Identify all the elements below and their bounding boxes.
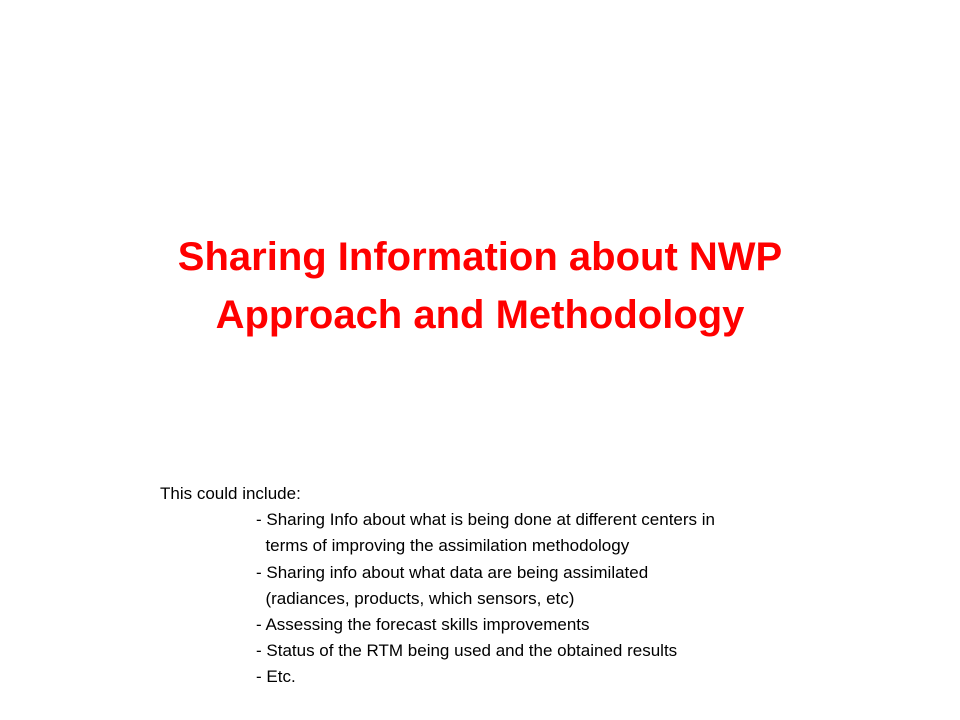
intro-text: This could include: xyxy=(160,484,301,503)
list-item-line: - Sharing info about what data are being assimilated xyxy=(256,562,649,582)
bullet-list xyxy=(160,507,940,690)
list-item xyxy=(256,507,940,559)
slide-title xyxy=(0,228,960,344)
list-item xyxy=(256,638,940,664)
list-item xyxy=(256,664,940,690)
slide-title-line-1: Sharing Information about NWP xyxy=(177,235,783,279)
list-item xyxy=(256,560,940,612)
list-item-line: - Assessing the forecast skills improvements xyxy=(256,615,590,635)
list-item-line: - Status of the RTM being used and the obtained results xyxy=(256,641,678,661)
slide-title-line-2: Approach and Methodology xyxy=(215,293,745,337)
list-item-line: terms of improving the assimilation methodology xyxy=(256,536,630,556)
list-item xyxy=(256,612,940,638)
list-item-line: - Sharing Info about what is being done at different centers in xyxy=(256,510,715,530)
list-item-line: (radiances, products, which sensors, etc) xyxy=(256,588,575,608)
slide-body xyxy=(160,481,940,691)
list-item-line: - Etc. xyxy=(256,667,296,687)
